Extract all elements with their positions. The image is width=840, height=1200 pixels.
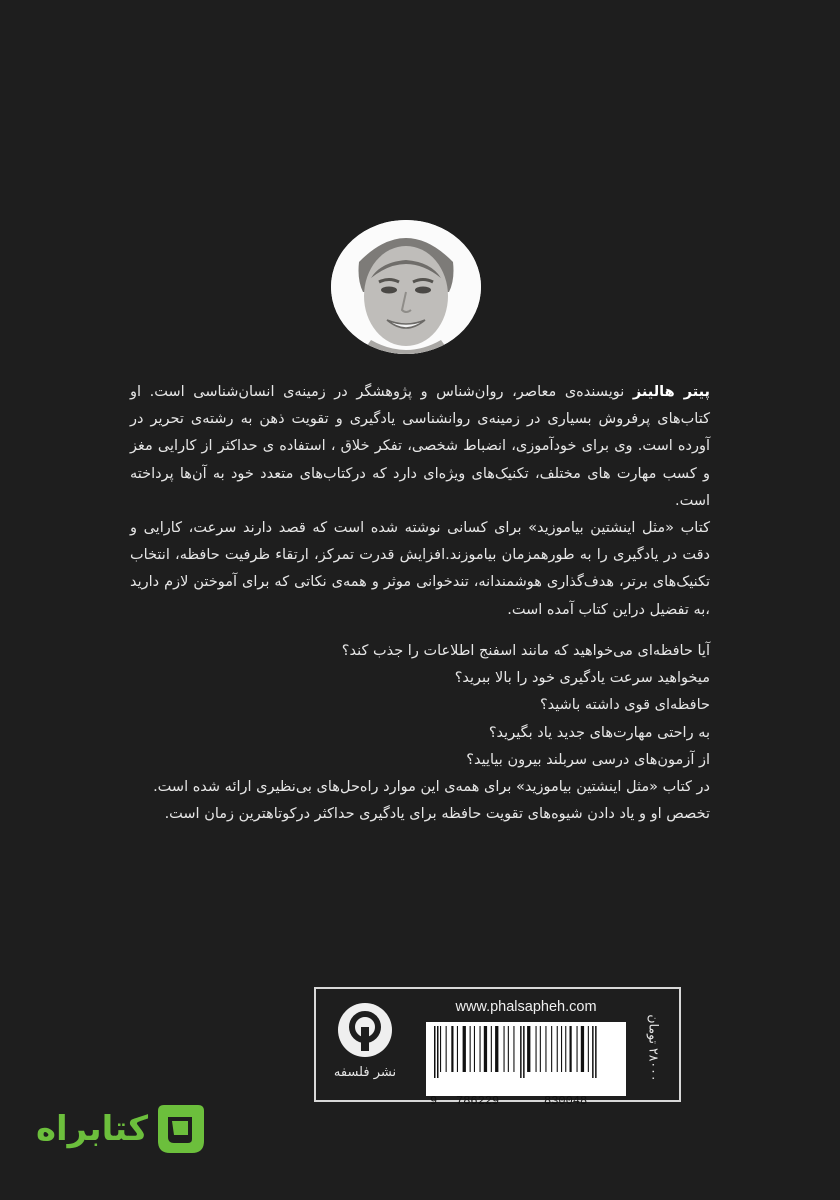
question-line: میخواهید سرعت یادگیری خود را بالا ببرید؟	[454, 670, 710, 687]
question-line: حافظه‌ای قوی داشته باشید؟	[539, 697, 710, 714]
barcode-bar	[484, 1026, 487, 1072]
bio-text: نویسنده‌ی معاصر، روان‌شناس و پژوهشگر در زمینه‌ی انسان‌شناسی است. او کتاب‌های پرفروش بسیاری در زمینه‌ی روانشناسی یادگیری و تقویت ذهن به رشته‌ی تحریر در آورده است. وی برای خودآموزی، انضباط شخصی، تفکر خلاق ، استفاده ی حداکثر از کارایی مغز و کسب مهارت های مختلف، تکنیک‌های ویژه‌ای دارد که درکتاب‌های متعدد خود به آن‌ها پرداخته است.	[130, 384, 710, 509]
barcode-bar	[577, 1026, 578, 1072]
barcode-bar	[565, 1026, 566, 1072]
barcode-bar	[474, 1026, 475, 1072]
intro-paragraph: کتاب «مثل اینشتین بیاموزید» برای کسانی نوشته شده است که قصد دارند سرعت، کارایی و دقت در یادگیری را به طورهمزمان بیاموزند.افزایش قدرت تمرکز، ارتقاء ظرفیت حافظه، انتخاب تکنیک‌های برتر، هدف‌گذاری هوشمندانه، تندخوانی موثر و همه‌ی نکاتی که برای آموختن لازم دارید ،به تفضیل دراین کتاب آمده است.	[130, 520, 710, 618]
publisher-name: نشر فلسفه	[333, 1065, 397, 1080]
author-portrait	[331, 220, 481, 354]
barcode-bar	[536, 1026, 537, 1072]
barcode-bar	[595, 1026, 597, 1078]
price-label	[632, 1004, 676, 1092]
barcode-bar	[480, 1026, 481, 1072]
isbn-barcode	[426, 1022, 626, 1108]
questions-section	[130, 638, 710, 828]
ketabrah-watermark	[35, 1095, 220, 1165]
barcode-bar	[463, 1026, 466, 1072]
barcode-bar	[551, 1026, 552, 1072]
barcode-bar	[513, 1026, 514, 1072]
back-cover-info-box	[314, 987, 681, 1108]
barcode-bar	[561, 1026, 562, 1072]
publisher-logo-icon	[336, 1001, 394, 1059]
barcode-bar	[540, 1026, 541, 1072]
question-line: به راحتی مهارت‌های جدید یاد بگیرید؟	[488, 724, 710, 741]
publisher-block	[326, 1001, 404, 1080]
question-line: از آزمون‌های درسی سربلند بیرون بیایید؟	[466, 751, 710, 768]
barcode-bar	[491, 1026, 492, 1072]
bio-paragraph	[130, 379, 710, 515]
barcode-bar	[520, 1026, 522, 1078]
barcode-bar	[527, 1026, 530, 1072]
ketabrah-wordmark: کتابراه	[35, 1109, 148, 1149]
question-line: آیا حافظه‌ای می‌خواهید که مانند اسفنج اطلاعات را جذب کند؟	[341, 643, 710, 659]
barcode-bar	[504, 1026, 505, 1072]
barcode-bar	[434, 1026, 436, 1078]
barcode-bar	[545, 1026, 546, 1072]
publisher-website: www.phalsapheh.com	[455, 999, 597, 1015]
barcode-bar	[451, 1026, 453, 1072]
barcode-bar	[446, 1026, 447, 1072]
author-name: پیتر هالینز	[632, 384, 710, 400]
barcode-bar	[588, 1026, 589, 1072]
barcode-bar	[523, 1026, 525, 1078]
author-bio	[130, 379, 710, 624]
price-text: ۲۸۰۰۰ تومان	[646, 1014, 662, 1082]
closing-paragraph: در کتاب «مثل اینشتین بیاموزید» برای همه‌ی این موارد راه‌حل‌های بی‌نظیری ارائه شده است. تخصص او و یاد دادن شیوه‌های تقویت حافظه برای یادگیری حداکثر درکوتاهترین زمان است.	[153, 779, 710, 823]
barcode-bar	[508, 1026, 509, 1072]
barcode-bar	[437, 1026, 439, 1078]
isbn-group-right: 830048	[544, 1094, 588, 1108]
isbn-group-left: 786229	[456, 1094, 500, 1108]
ketabrah-logo-icon	[152, 1101, 210, 1157]
barcode-bar	[457, 1026, 458, 1072]
barcode-bar	[570, 1026, 572, 1072]
isbn-lead-digit: 9	[430, 1094, 438, 1108]
barcode-bar	[557, 1026, 558, 1072]
barcode-bar	[495, 1026, 498, 1072]
barcode-bar	[592, 1026, 594, 1078]
barcode-bar	[440, 1026, 441, 1072]
barcode-bar	[581, 1026, 584, 1072]
barcode-bar	[470, 1026, 471, 1072]
